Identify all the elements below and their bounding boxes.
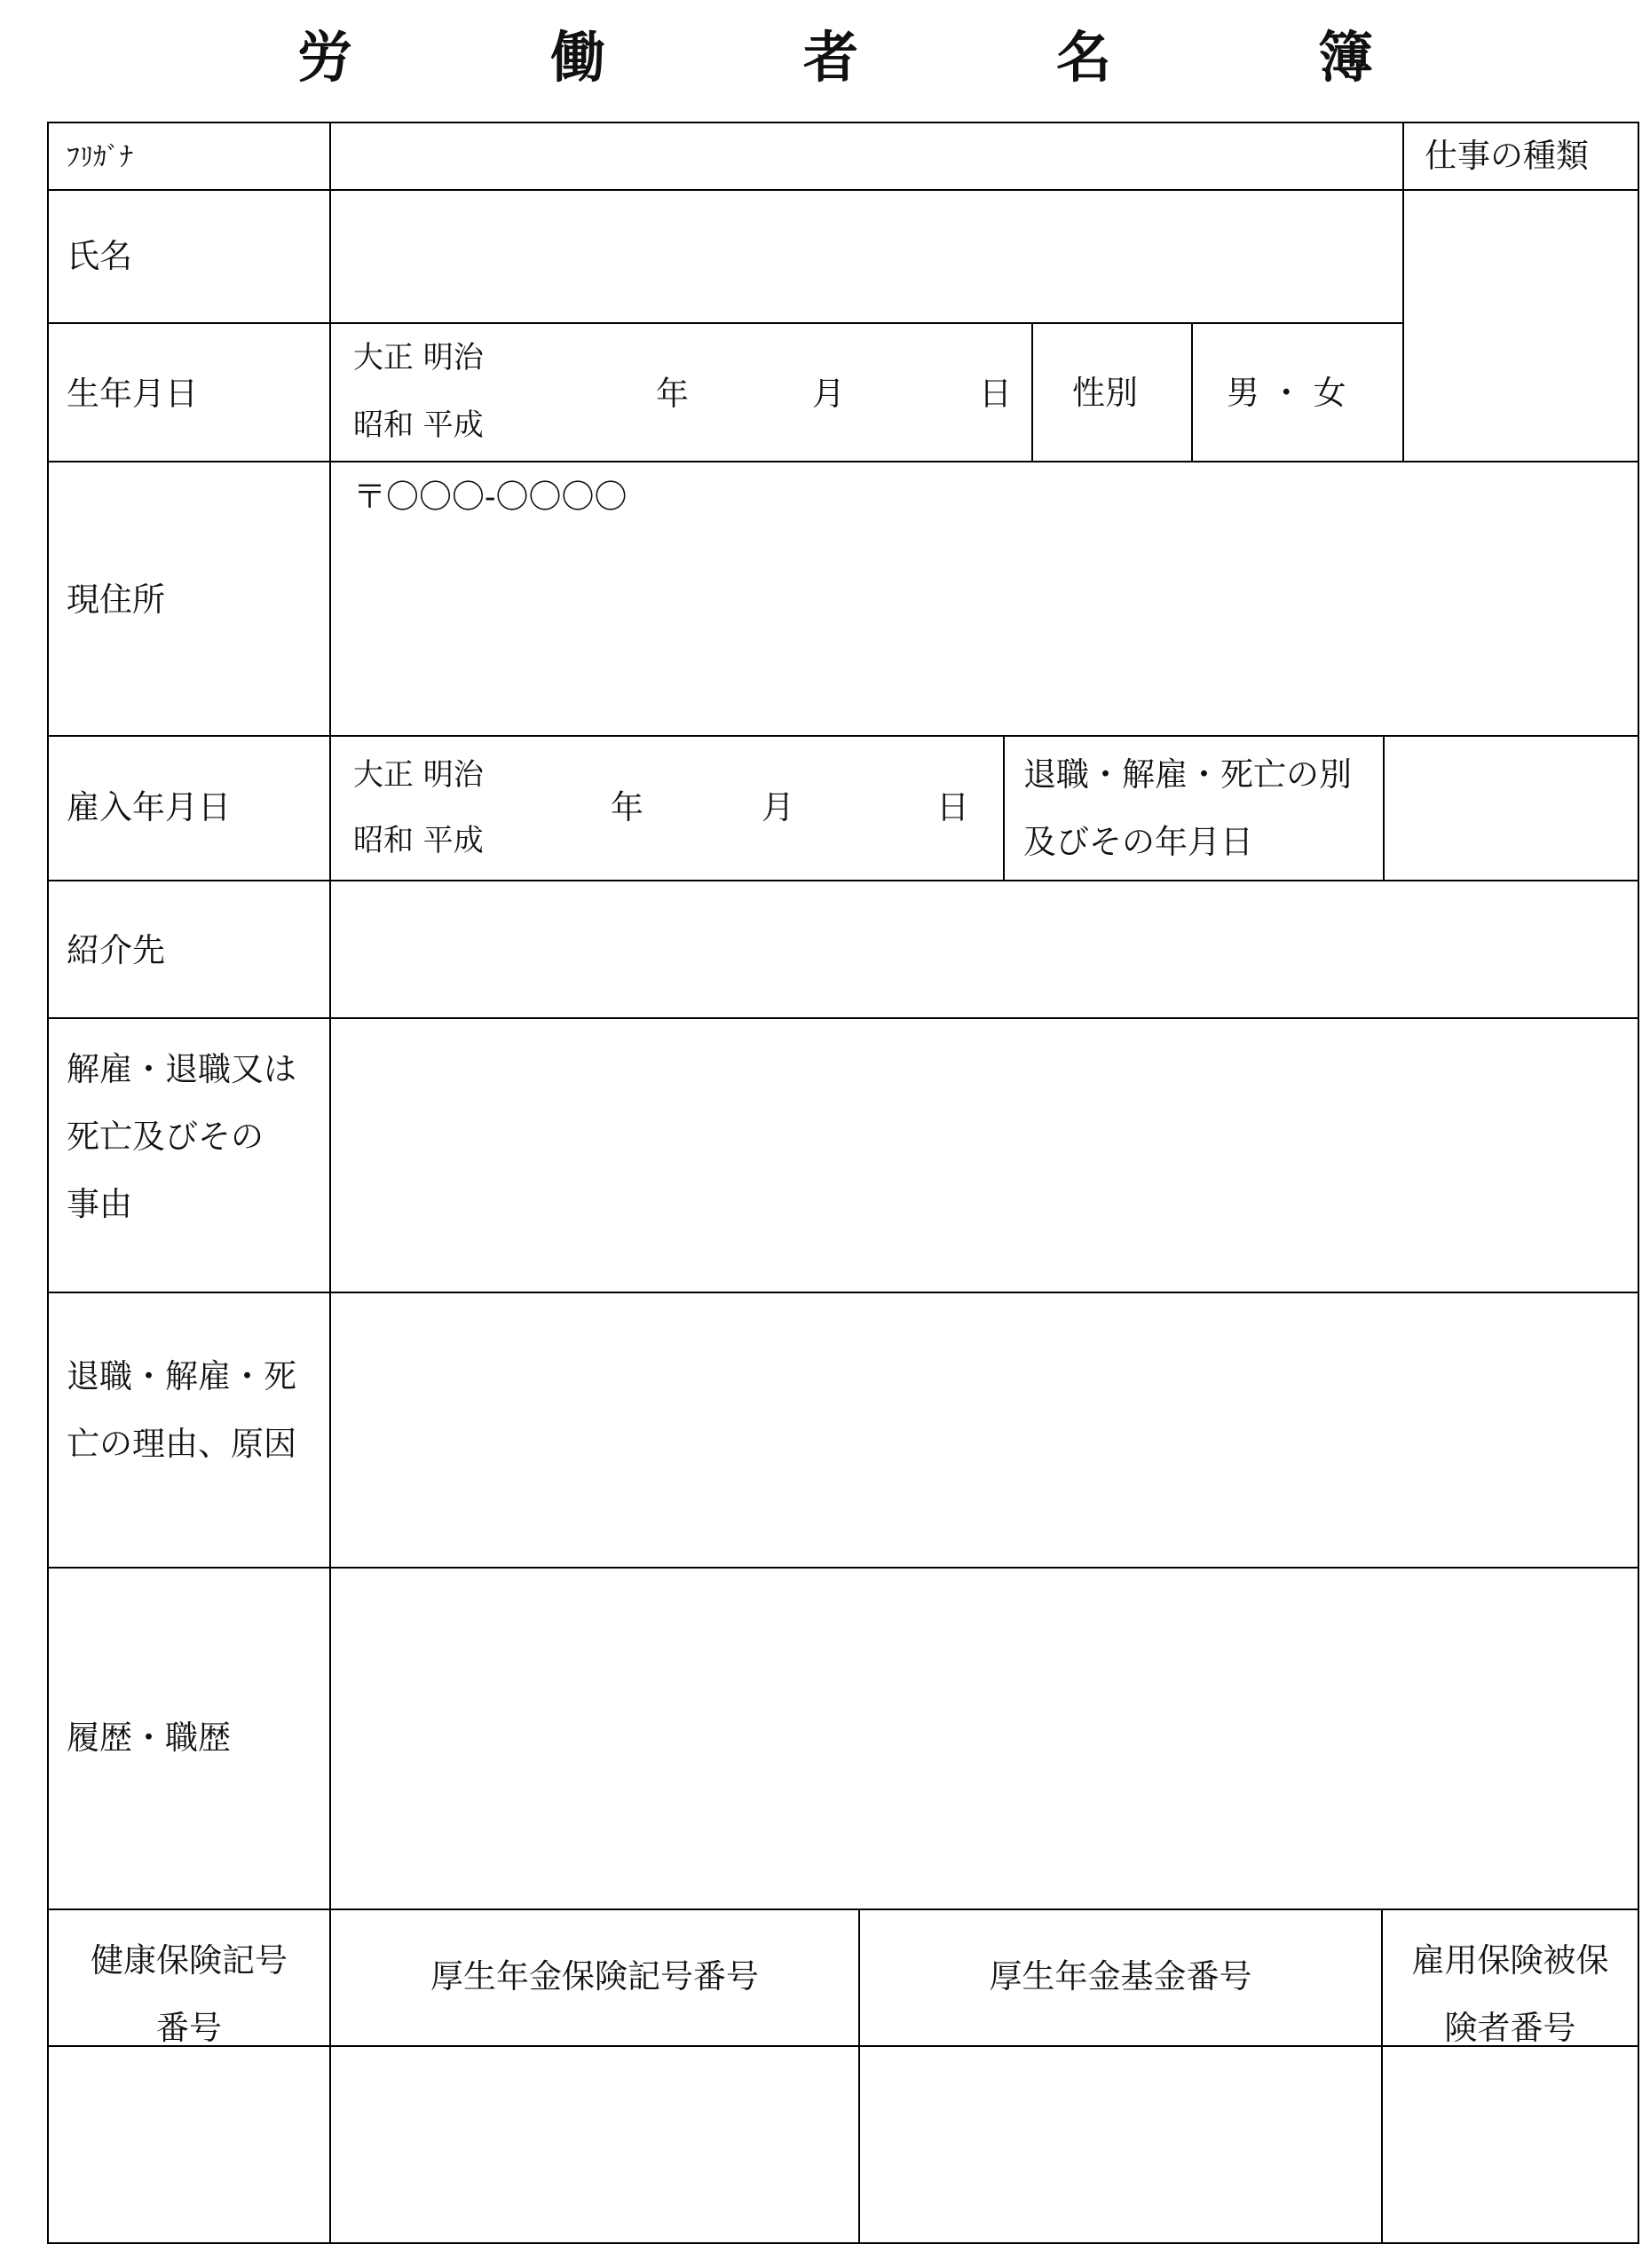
title-char-1: 労 [297,25,353,90]
hire-month-unit: 月 [762,788,794,826]
birth-month-unit: 月 [812,375,845,413]
separation-cause-label-line: 亡の理由、原因 [67,1425,296,1463]
separation-cause-field[interactable] [331,1293,1638,1567]
career-field[interactable] [331,1569,1638,1908]
birth-year-unit: 年 [656,375,689,413]
pension-fund-label: 厚生年金基金番号 [989,1957,1252,1995]
document-title [0,18,1642,98]
separation-date-field[interactable] [1385,737,1638,880]
employment-insurance-label [1383,1927,1638,2062]
dismissal-reason-label-line: 解雇・退職又は [67,1050,296,1088]
employment-insurance-field[interactable] [1383,2047,1638,2242]
health-insurance-label [49,1927,329,2062]
referral-label: 紹介先 [67,931,165,969]
job-type-label: 仕事の種類 [1425,137,1589,175]
separation-label-line1: 退職・解雇・死亡の別 [1023,755,1352,794]
dismissal-reason-field[interactable] [331,1019,1638,1292]
gender-label: 性別 [1072,374,1138,412]
employment-insurance-label-line: 険者番号 [1444,2009,1576,2047]
health-insurance-label-line: 健康保険記号 [91,1941,288,1980]
health-insurance-label-line: 番号 [156,2009,222,2047]
furigana-field[interactable] [331,123,1402,189]
title-char-4: 名 [1056,25,1112,90]
birth-day-unit: 日 [979,375,1012,413]
hire-date-label: 雇入年月日 [67,788,231,826]
dismissal-reason-label [67,1036,296,1238]
dismissal-reason-label-line: 死亡及びその [67,1118,264,1156]
address-label: 現住所 [67,581,165,619]
birth-era-line2: 昭和 平成 [353,407,484,443]
birth-era-line1: 大正 明治 [353,340,484,375]
separation-label-line2: 及びその年月日 [1023,823,1253,861]
name-field[interactable] [331,191,1402,322]
hire-year-unit: 年 [611,788,643,826]
pension-insurance-label: 厚生年金保険記号番号 [430,1957,759,1995]
separation-cause-label-line: 退職・解雇・死 [67,1357,296,1395]
pension-insurance-field[interactable] [331,2047,858,2242]
health-insurance-field[interactable] [49,2047,329,2242]
postal-code[interactable]: 〒〇〇〇-〇〇〇〇 [353,478,628,516]
hire-era-line1: 大正 明治 [353,757,484,793]
job-type-field[interactable] [1404,191,1638,461]
title-char-2: 働 [550,25,606,90]
pension-fund-field[interactable] [860,2047,1381,2242]
career-label: 履歴・職歴 [67,1719,231,1757]
employment-insurance-label-line: 雇用保険被保 [1411,1941,1609,1980]
hire-day-unit: 日 [936,788,969,826]
dismissal-reason-label-line: 事由 [67,1185,132,1223]
birth-date-label: 生年月日 [67,375,198,413]
title-char-3: 者 [803,25,859,90]
worker-register-form [47,122,1639,2244]
separation-cause-label [67,1343,296,1478]
gender-options[interactable]: 男 ・ 女 [1227,374,1346,412]
furigana-label: ﾌﾘｶﾞﾅ [67,142,133,173]
name-label: 氏名 [67,237,132,275]
title-char-5: 簿 [1318,25,1374,90]
referral-field[interactable] [331,881,1638,1017]
hire-era-line2: 昭和 平成 [353,823,484,858]
